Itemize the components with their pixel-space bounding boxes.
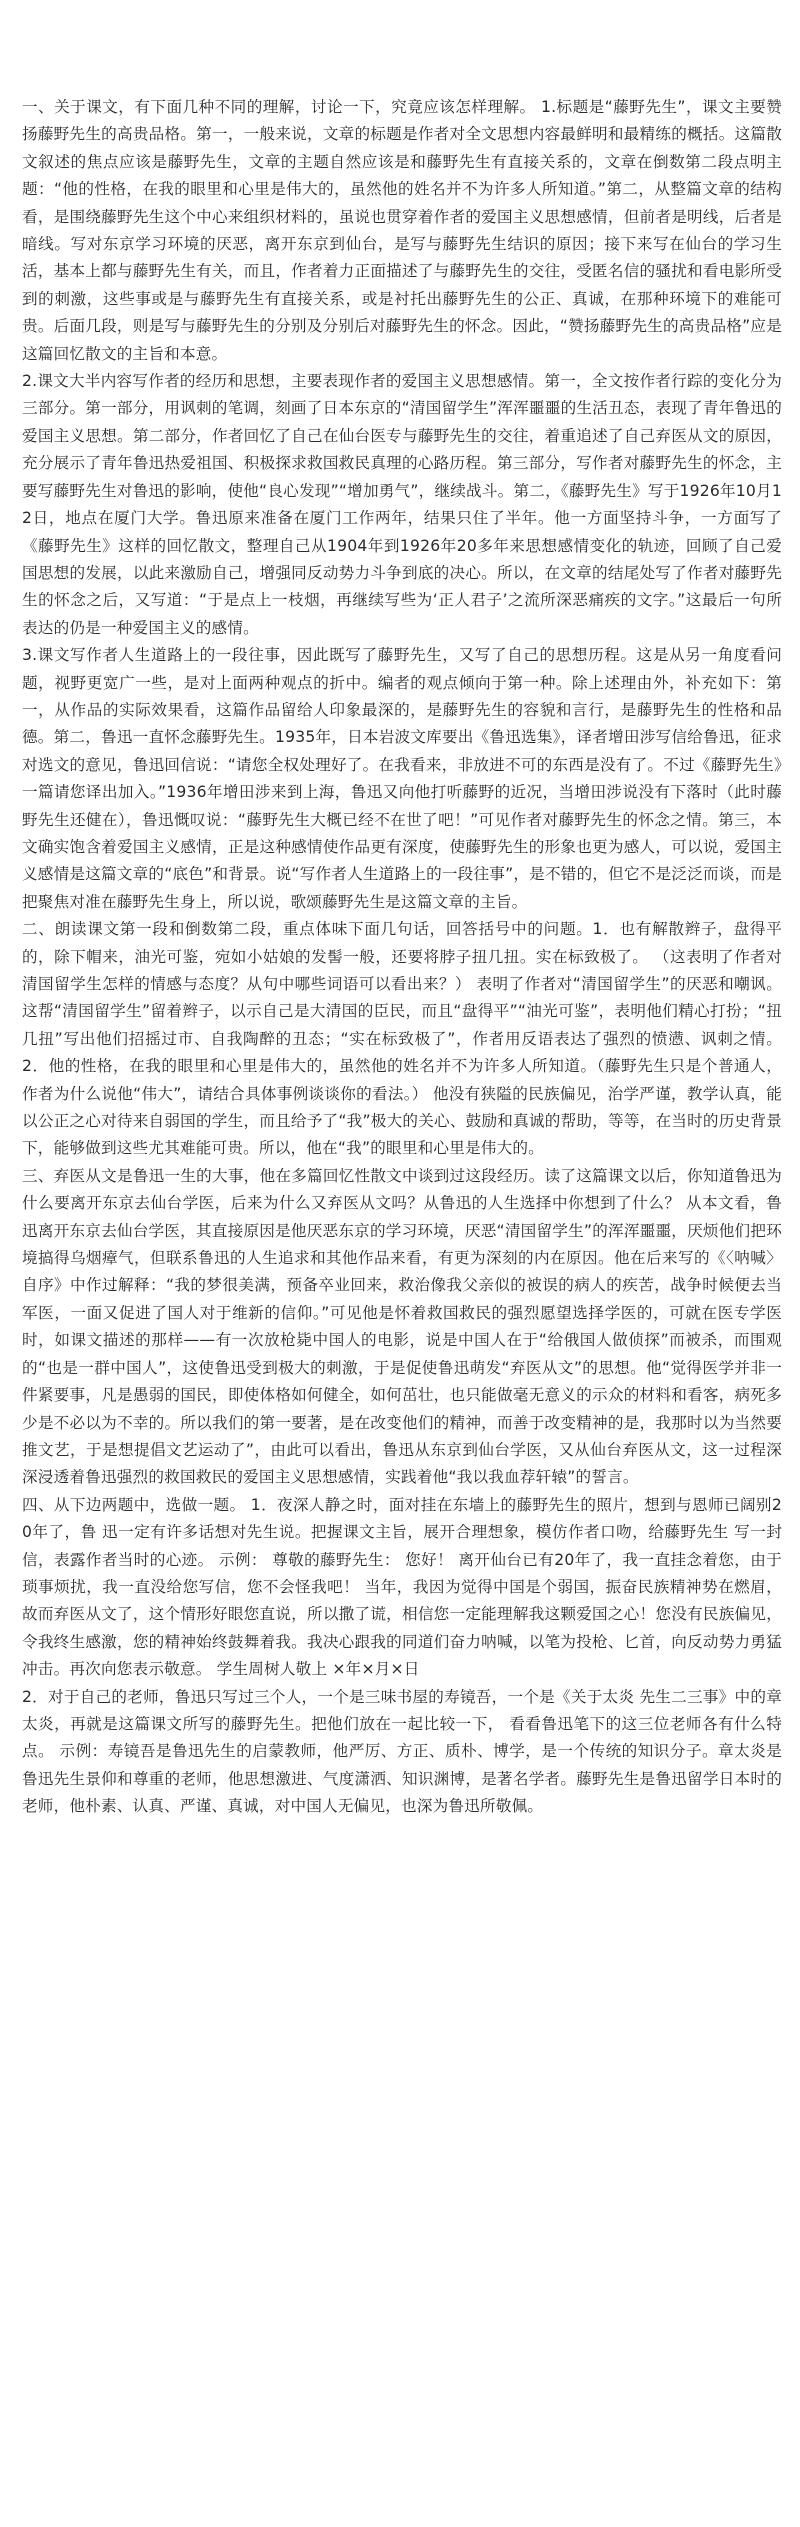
paragraph-question-1-view-2: 2.课文大半内容写作者的经历和思想，主要表现作者的爱国主义思想感情。第一，全文按作者行踪的变化分为三部分。第一部分，用讽刺的笔调，刻画了日本东京的“清国留学生”浑浑噩噩的生活丑态，表现了青年鲁迅的爱国主义思想。第二部分，作者回忆了自己在仙台医专与藤野先生的交往，着重追述了自己弃医从文的原因，充分展示了青年鲁迅热爱祖国、积极探求救国救民真理的心路历程。第三部分，写作者对藤野先生的怀念，主要写藤野先生对鲁迅的影响，使他“良心发现”“增加勇气”，继续战斗。第二，《藤野先生》写于1926年10月12日，地点在厦门大学。鲁迅原来准备在厦门工作两年，结果只住了半年。他一方面坚持斗争，一方面写了《藤野先生》这样的回忆散文，整理自己从1904年到1926年20多年来思想感情变化的轨迹，回顾了自己爱国思想的发展，以此来激励自己，增强同反动势力斗争到底的决心。所以，在文章的结尾处写了作者对藤野先生的怀念之后，又写道：“于是点上一枝烟，再继续写些为‘正人君子’之流所深恶痛疾的文字。”这最后一句所表达的仍是一种爱国主义的感情。 bbox=[22, 372, 782, 637]
document-body bbox=[22, 94, 782, 1821]
paragraph-question-4-option-1: 四、从下边两题中，选做一题。 1．夜深人静之时，面对挂在东墙上的藤野先生的照片，想到与恩师已阔别20年了，鲁 迅一定有许多话想对先生说。把握课文主旨，展开合理想象，模仿作者口吻，给藤野先生 写一封信，表露作者当时的心迹。 示例： 尊敬的藤野先生： 您好！ 离开仙台已有20年了，我一直挂念着您，由于琐事烦扰，我一直没给您写信，您不会怪我吧！ 当年，我因为觉得中国是个弱国，振奋民族精神势在燃眉，故而弃医从文了，这个情形好眼您直说，所以撒了谎，相信您一定能理解我这颗爱国之心！您没有民族偏见，令我终生感激，您的精神始终鼓舞着我。我决心跟我的同道们奋力呐喊，以笔为投枪、匕首，向反动势力勇猛冲击。再次向您表示敬意。 学生周树人敬上 ×年×月×日 bbox=[22, 1495, 782, 1679]
paragraph-question-4-option-2: 2．对于自己的老师，鲁迅只写过三个人，一个是三味书屋的寿镜吾，一个是《关于太炎 先生二三事》中的章太炎，再就是这篇课文所写的藤野先生。把他们放在一起比较一下， 看看鲁迅笔下的这三位老师各有什么特点。 示例：寿镜吾是鲁迅先生的启蒙教师，他严厉、方正、质朴、博学，是一个传统的知识分子。章太炎是鲁迅先生景仰和尊重的老师，他思想激进、气度潇洒、知识渊博，是著名学者。藤野先生是鲁迅留学日本时的老师，他朴素、认真、严谨、真诚，对中国人无偏见，也深为鲁迅所敬佩。 bbox=[22, 1687, 782, 1816]
paragraph-question-3: 三、弃医从文是鲁迅一生的大事，他在多篇回忆性散文中谈到过这段经历。读了这篇课文以后，你知道鲁迅为什么要离开东京去仙台学医，后来为什么又弃医从文吗？从鲁迅的人生选择中你想到了什么？ 从本文看，鲁迅离开东京去仙台学医，其直接原因是他厌恶东京的学习环境，厌恶“清国留学生”的浑浑噩噩，厌烦他们把环境搞得乌烟瘴气，但联系鲁迅的人生追求和其他作品来看，有更为深刻的内在原因。他在后来写的《〈呐喊〉自序》中作过解释：“我的梦很美满，预备卒业回来，救治像我父亲似的被误的病人的疾苦，战争时候便去当军医，一面又促进了国人对于维新的信仰。”可见他是怀着救国救民的强烈愿望选择学医的，可就在医专学医时，如课文描述的那样——有一次放枪毙中国人的电影，说是中国人在于“给俄国人做侦探”而被杀，而围观的“也是一群中国人”，这使鲁迅受到极大的刺激，于是促使鲁迅萌发“弃医从文”的思想。他“觉得医学并非一件紧要事，凡是愚弱的国民，即使体格如何健全，如何茁壮，也只能做毫无意义的示众的材料和看客，病死多少是不必以为不幸的。所以我们的第一要著，是在改变他们的精神，而善于改变精神的是，我那时以为当然要推文艺，于是想提倡文艺运动了”，由此可以看出，鲁迅从东京到仙台学医，又从仙台弃医从文，这一过程深深浸透着鲁迅强烈的救国救民的爱国主义思想感情，实践着他“我以我血荐轩辕”的誓言。 bbox=[22, 1166, 782, 1487]
paragraph-question-2: 二、朗读课文第一段和倒数第二段，重点体味下面几句话，回答括号中的问题。1．也有解散辫子，盘得平的，除下帽来，油光可鉴，宛如小姑娘的发髻一般，还要将脖子扭几扭。实在标致极了。 （这表明了作者对清国留学生怎样的情感与态度？从句中哪些词语可以看出来？） 表明了作者对“清国留学生”的厌恶和嘲讽。这帮“清国留学生”留着辫子，以示自己是大清国的臣民，而且“盘得平”“油光可鉴”，表明他们精心打扮；“扭几扭”写出他们招摇过市、自我陶醉的丑态；“实在标致极了”，作者用反语表达了强烈的愤懑、讽刺之情。2．他的性格，在我的眼里和心里是伟大的，虽然他的姓名并不为许多人所知道。（藤野先生只是个普通人，作者为什么说他“伟大”，请结合具体事例谈谈你的看法。） 他没有狭隘的民族偏见，治学严谨，教学认真，能以公正之心对待来自弱国的学生，而且给予了“我”极大的关心、鼓励和真诚的帮助，等等，在当时的历史背景下，能够做到这些尤其难能可贵。所以，他在“我”的眼里和心里是伟大的。 bbox=[22, 920, 782, 1158]
paragraph-question-1: 一、关于课文，有下面几种不同的理解，讨论一下，究竟应该怎样理解。 1.标题是“藤野先生”，课文主要赞扬藤野先生的高贵品格。第一，一般来说，文章的标题是作者对全文思想内容最鲜明和最精练的概括。这篇散文叙述的焦点应该是藤野先生，文章的主题自然应该是和藤野先生有直接关系的，文章在倒数第二段点明主题：“他的性格，在我的眼里和心里是伟大的，虽然他的姓名并不为许多人所知道。”第二，从整篇文章的结构看，是围绕藤野先生这个中心来组织材料的，虽说也贯穿着作者的爱国主义思想感情，但前者是明线，后者是暗线。写对东京学习环境的厌恶，离开东京到仙台，是写与藤野先生结识的原因；接下来写在仙台的学习生活，基本上都与藤野先生有关，而且，作者着力正面描述了与藤野先生的交往，受匿名信的骚扰和看电影所受到的刺激，这些事或是与藤野先生有直接关系，或是衬托出藤野先生的公正、真诚，在那种环境下的难能可贵。后面几段，则是写与藤野先生的分别及分别后对藤野先生的怀念。因此，“赞扬藤野先生的高贵品格”应是这篇回忆散文的主旨和本意。 bbox=[22, 98, 782, 363]
paragraph-question-1-view-3: 3.课文写作者人生道路上的一段往事，因此既写了藤野先生，又写了自己的思想历程。这是从另一角度看问题，视野更宽广一些，是对上面两种观点的折中。编者的观点倾向于第一种。除上述理由外，补充如下：第一，从作品的实际效果看，这篇作品留给人印象最深的，是藤野先生的容貌和言行，是藤野先生的性格和品德。第二，鲁迅一直怀念藤野先生。1935年，日本岩波文库要出《鲁迅选集》，译者增田涉写信给鲁迅，征求对选文的意见，鲁迅回信说：“请您全权处理好了。在我看来，非放进不可的东西是没有了。不过《藤野先生》一篇请您译出加入。”1936年增田涉来到上海，鲁迅又向他打听藤野的近况，当增田涉说没有下落时（此时藤野先生还健在），鲁迅慨叹说：“藤野先生大概已经不在世了吧！”可见作者对藤野先生的怀念之情。第三，本文确实饱含着爱国主义感情，正是这种感情使作品更有深度，使藤野先生的形象也更为感人，可以说，爱国主义感情是这篇文章的“底色”和背景。说“写作者人生道路上的一段往事”，是不错的，但它不是泛泛而谈，而是把聚焦对准在藤野先生身上，所以说，歌颂藤野先生是这篇文章的主旨。 bbox=[22, 646, 782, 911]
